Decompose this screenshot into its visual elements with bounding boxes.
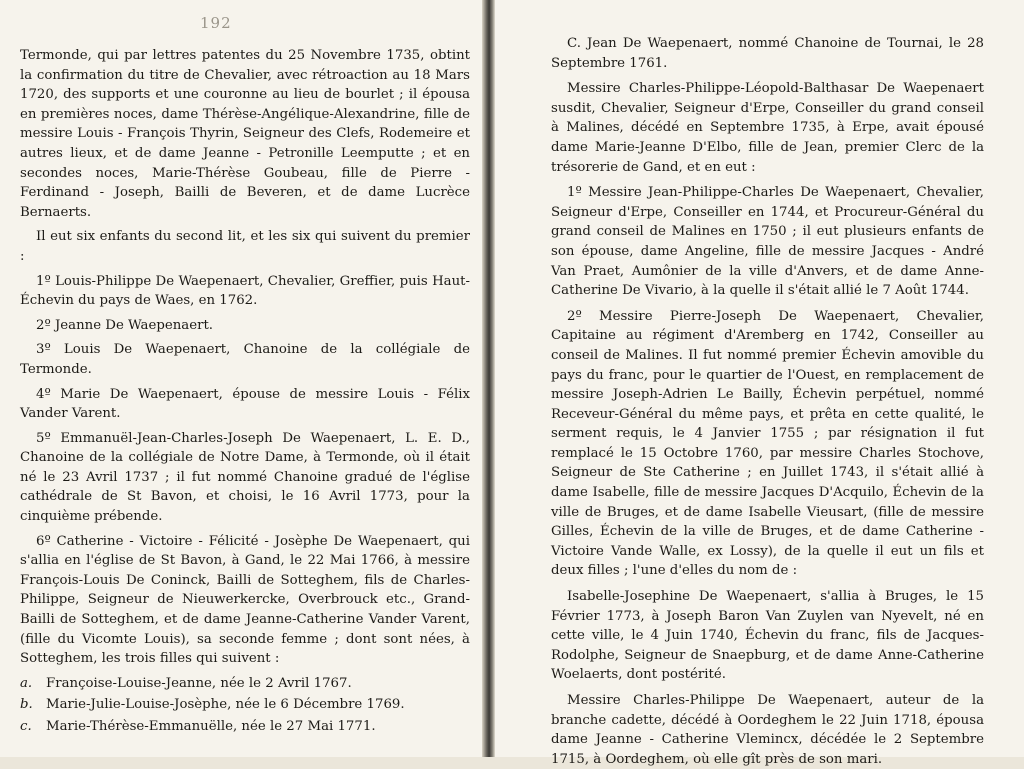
- paragraph: C. Jean De Waepenaert, nommé Chanoine de Tournai, le 28 Septembre 1761.: [551, 36, 984, 71]
- paragraph: Il eut six enfants du second lit, et les six qui suivent du premier :: [20, 229, 470, 264]
- list-item: 5º Emmanuël-Jean-Charles-Joseph De Waepenaert, L. E. D., Chanoine de la collégiale de Notre Dame, à Termonde, où il était né le 23 Avril 1737 ; il fut nommé Chanoine gradué de l'église cathédrale de St Bavon, et choisi, le 16 Avril 1773, pour la cinquième prébende.: [20, 430, 470, 525]
- list-item: 1º Messire Jean-Philippe-Charles De Waepenaert, Chevalier, Seigneur d'Erpe, Conseiller en 1744, et Procureur-Général du grand conseil de Malines en 1750 ; il eut plusieurs enfants de son épouse, dame Angeline, fille de messire Jacques - André Van Praet, Aumônier de la ville d'Anvers, et de dame Anne-Catherine De Vivario, à la quelle il s'était allié le 7 Août 1744.: [551, 185, 984, 299]
- list-item: 6º Catherine - Victoire - Félicité - Josèphe De Waepenaert, qui s'allia en l'église de St Bavon, à Gand, le 22 Mai 1766, à messire François-Louis De Coninck, Bailli de Sotteghem, fils de Charles-Philippe, Seigneur de Nieuwerkercke, Overbrouck etc., Grand-Bailli de Sotteghem, et de dame Jeanne-Catherine Vander Varent, (fille du Vicomte Louis), sa seconde femme ; dont sont nées, à Sotteghem, les trois filles qui suivent :: [20, 533, 470, 667]
- sublist-item: [20, 695, 470, 715]
- sublist-marker: c.: [20, 719, 32, 734]
- paragraph: Termonde, qui par lettres patentes du 25 Novembre 1735, obtint la confirmation du titre de Chevalier, avec rétroaction au 18 Mars 1720, des supports et une couronne au lieu de bourlet ; il épousa en premières noces, dame Thérèse-Angélique-Alexandrine, fille de messire Louis - François Thyrin, Seigneur des Clefs, Rodemeire et autres lieux, et de dame Jeanne - Petronille Leemputte ; et en secondes noces, Marie-Thérèse Goubeau, fille de Pierre - Ferdinand - Joseph, Bailli de Beveren, et de dame Lucrèce Bernaerts.: [20, 48, 470, 220]
- list-item: 2º Messire Pierre-Joseph De Waepenaert, Chevalier, Capitaine au régiment d'Aremberg en 1742, Conseiller au conseil de Malines. Il fut nommé premier Échevin amovible du pays du franc, pour le quartier de l'Ouest, en remplacement de messire Joseph-Adrien Le Bailly, Échevin perpétuel, nommé Receveur-Général du même pays, et prêta en cette qualité, le serment requis, le 4 Janvier 1755 ; par résignation il fut remplacé le 15 Octobre 1760, par messire Charles Stochove, Seigneur de Ste Catherine ; en Juillet 1743, il s'était allié à dame Isabelle, fille de messire Jacques D'Acquilo, Échevin de la ville de Bruges, et de dame Isabelle Vieusart, (fille de messire Gilles, Échevin de la ville de Bruges, et de dame Catherine - Victoire Vande Walle, ex Lossy), de la quelle il eut un fils et deux filles ; l'une d'elles du nom de :: [551, 308, 984, 579]
- paragraph: Isabelle-Josephine De Waepenaert, s'allia à Bruges, le 15 Février 1773, à Joseph Baron Van Zuylen van Nyevelt, né en cette ville, le 4 Juin 1740, Échevin du franc, fils de Jacques-Rodolphe, Seigneur de Snaepburg, et de dame Anne-Catherine Woelaerts, dont postérité.: [551, 589, 984, 683]
- sublist-marker: b.: [20, 697, 33, 713]
- sublist-marker: a.: [20, 675, 33, 691]
- sublist-text: Françoise-Louise-Jeanne, née le 2 Avril 1767.: [46, 675, 352, 691]
- sublist-item: [20, 674, 470, 694]
- sublist-text: Marie-Julie-Louise-Josèphe, née le 6 Décembre 1769.: [46, 697, 405, 713]
- list-item: 4º Marie De Waepenaert, épouse de messire Louis - Félix Vander Varent.: [20, 386, 470, 422]
- list-item: 1º Louis-Philippe De Waepenaert, Chevalier, Greffier, puis Haut-Échevin du pays de Waes, en 1762.: [20, 273, 470, 309]
- book-gutter: [482, 0, 495, 757]
- sublist-item: [20, 717, 470, 737]
- list-item: 2º Jeanne De Waepenaert.: [36, 317, 214, 333]
- paragraph: Messire Charles-Philippe De Waepenaert, auteur de la branche cadette, décédé à Oordeghem le 22 Juin 1718, épousa dame Jeanne - Catherine Vlemincx, décédée le 2 Septembre 1715, à Oordeghem, où elle gît près de son mari.: [551, 693, 984, 767]
- left-page: [0, 0, 488, 757]
- list-item: 3º Louis De Waepenaert, Chanoine de la collégiale de Termonde.: [20, 342, 470, 377]
- right-page: [495, 0, 1024, 767]
- page-number: 192: [200, 14, 232, 32]
- paragraph: Messire Charles-Philippe-Léopold-Balthasar De Waepenaert susdit, Chevalier, Seigneur d'Erpe, Conseiller du grand conseil à Malines, décédé en Septembre 1735, à Erpe, avait épousé dame Marie-Jeanne D'Elbo, fille de Jean, premier Clerc de la trésorerie de Gand, et en eut :: [551, 81, 984, 175]
- sublist-text: Marie-Thérèse-Emmanuëlle, née le 27 Mai 1771.: [46, 719, 376, 734]
